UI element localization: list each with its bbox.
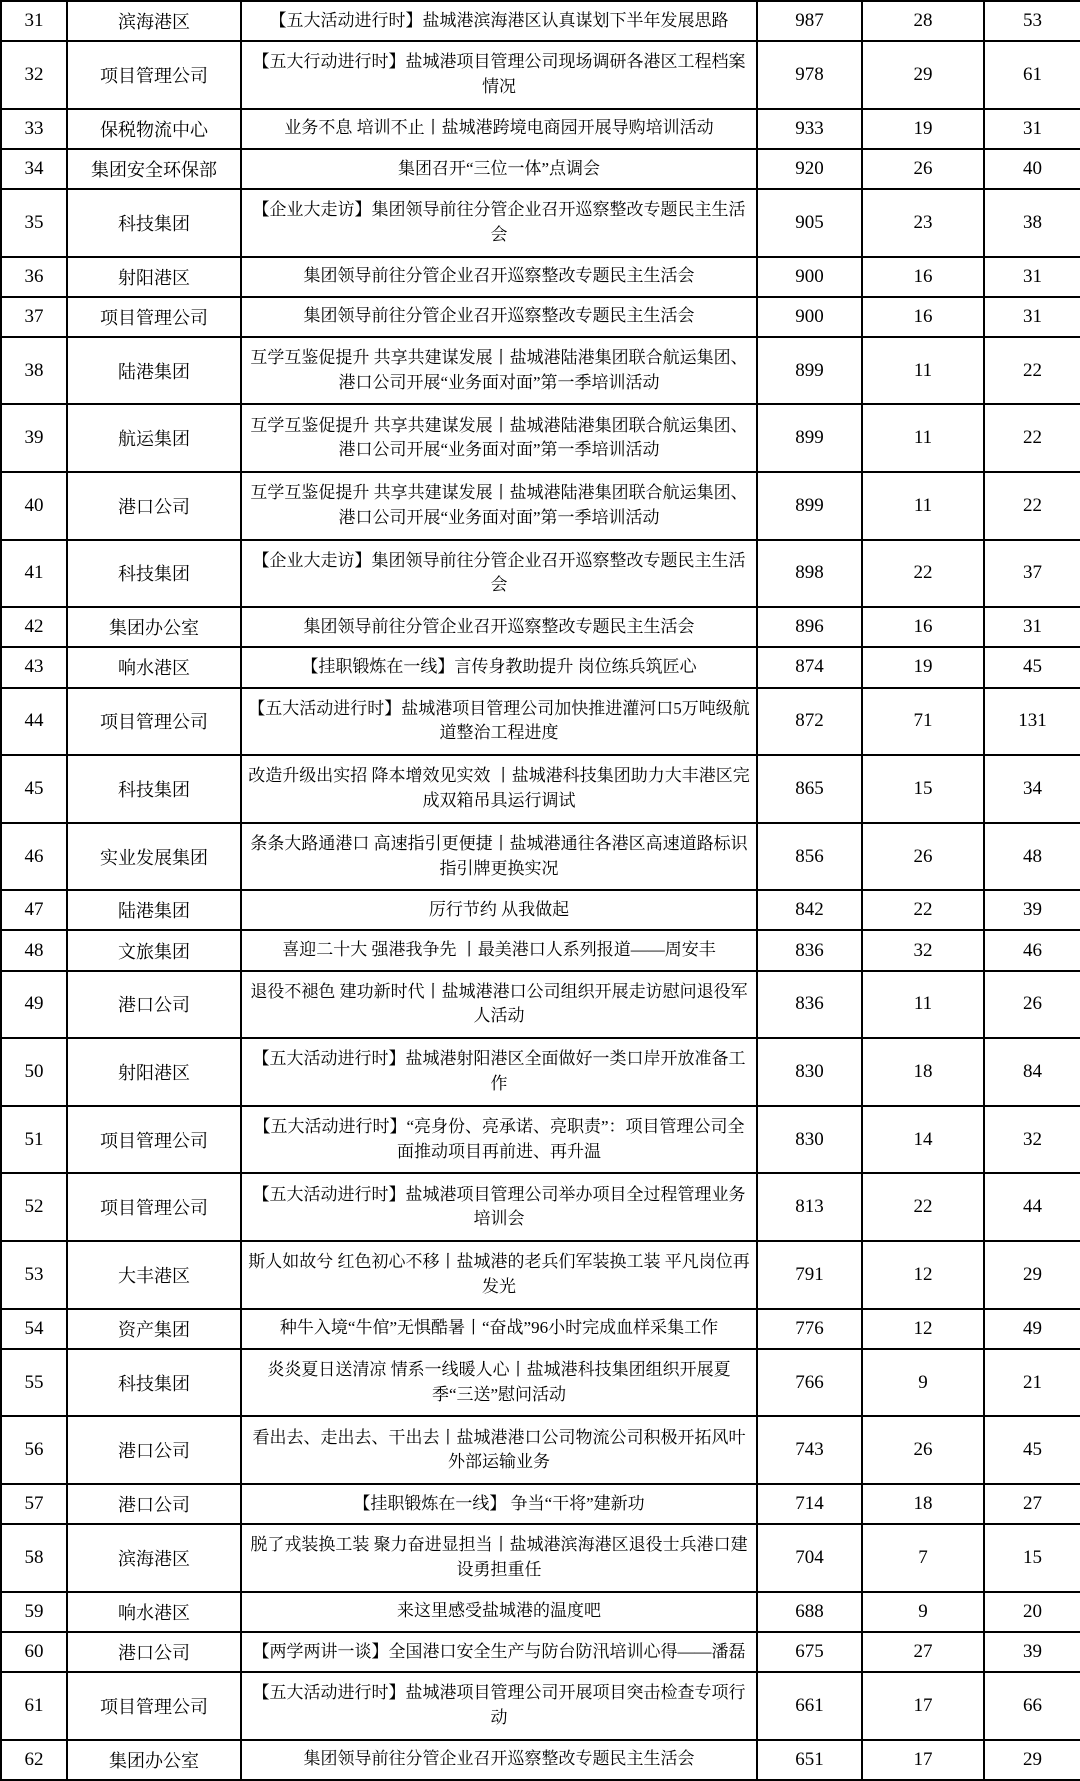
title-cell: 【挂职锻炼在一线】 争当“干将”建新功 (241, 1484, 757, 1524)
metric2-cell: 18 (862, 1484, 984, 1524)
metric2-cell: 12 (862, 1309, 984, 1349)
org-cell: 港口公司 (67, 1416, 241, 1484)
metric1-cell: 900 (757, 257, 862, 297)
org-cell: 项目管理公司 (67, 41, 241, 109)
metric3-cell: 61 (984, 41, 1080, 109)
org-cell: 航运集团 (67, 404, 241, 472)
rank-cell: 41 (1, 540, 67, 608)
metric1-cell: 899 (757, 404, 862, 472)
org-cell: 响水港区 (67, 647, 241, 687)
metric2-cell: 26 (862, 1416, 984, 1484)
title-cell: 业务不息 培训不止丨盐城港跨境电商园开展导购培训活动 (241, 109, 757, 149)
metric3-cell: 49 (984, 1309, 1080, 1349)
rank-cell: 32 (1, 41, 67, 109)
title-cell: 互学互鉴促提升 共享共建谋发展丨盐城港陆港集团联合航运集团、港口公司开展“业务面对面”第一季培训活动 (241, 472, 757, 540)
org-cell: 科技集团 (67, 755, 241, 823)
rank-cell: 34 (1, 149, 67, 189)
metric3-cell: 44 (984, 1173, 1080, 1241)
org-cell: 射阳港区 (67, 1038, 241, 1106)
title-cell: 互学互鉴促提升 共享共建谋发展丨盐城港陆港集团联合航运集团、港口公司开展“业务面对面”第一季培训活动 (241, 337, 757, 405)
metric1-cell: 987 (757, 1, 862, 41)
title-cell: 集团领导前往分管企业召开巡察整改专题民主生活会 (241, 607, 757, 647)
rank-cell: 56 (1, 1416, 67, 1484)
metric3-cell: 22 (984, 472, 1080, 540)
metric3-cell: 26 (984, 971, 1080, 1039)
table-row (1, 1740, 1080, 1780)
title-cell: 种牛入境“牛倌”无惧酷暑丨“奋战”96小时完成血样采集工作 (241, 1309, 757, 1349)
rank-cell: 33 (1, 109, 67, 149)
rank-cell: 59 (1, 1592, 67, 1632)
metric1-cell: 978 (757, 41, 862, 109)
metric1-cell: 688 (757, 1592, 862, 1632)
org-cell: 科技集团 (67, 1349, 241, 1417)
metric3-cell: 20 (984, 1592, 1080, 1632)
rank-cell: 58 (1, 1524, 67, 1592)
rank-cell: 49 (1, 971, 67, 1039)
table-row (1, 971, 1080, 1039)
metric2-cell: 12 (862, 1241, 984, 1309)
metric2-cell: 28 (862, 1, 984, 41)
title-cell: 【五大活动进行时】盐城港项目管理公司加快推进灌河口5万吨级航道整治工程进度 (241, 688, 757, 756)
metric3-cell: 45 (984, 647, 1080, 687)
metric2-cell: 16 (862, 257, 984, 297)
metric3-cell: 53 (984, 1, 1080, 41)
metric3-cell: 22 (984, 337, 1080, 405)
org-cell: 港口公司 (67, 472, 241, 540)
title-cell: 改造升级出实招 降本增效见实效 丨盐城港科技集团助力大丰港区完成双箱吊具运行调试 (241, 755, 757, 823)
metric1-cell: 899 (757, 337, 862, 405)
org-cell: 陆港集团 (67, 337, 241, 405)
rank-cell: 53 (1, 1241, 67, 1309)
metric2-cell: 22 (862, 540, 984, 608)
title-cell: 来这里感受盐城港的温度吧 (241, 1592, 757, 1632)
metric2-cell: 18 (862, 1038, 984, 1106)
org-cell: 港口公司 (67, 1632, 241, 1672)
metric3-cell: 45 (984, 1416, 1080, 1484)
metric1-cell: 651 (757, 1740, 862, 1780)
table-row (1, 257, 1080, 297)
metric3-cell: 15 (984, 1524, 1080, 1592)
table-row (1, 647, 1080, 687)
metric2-cell: 19 (862, 109, 984, 149)
metric2-cell: 26 (862, 149, 984, 189)
metric2-cell: 11 (862, 404, 984, 472)
title-cell: 集团领导前往分管企业召开巡察整改专题民主生活会 (241, 297, 757, 337)
table-row (1, 404, 1080, 472)
table-row (1, 1309, 1080, 1349)
metric1-cell: 905 (757, 189, 862, 257)
rank-cell: 31 (1, 1, 67, 41)
metric1-cell: 836 (757, 930, 862, 970)
metric2-cell: 71 (862, 688, 984, 756)
metric2-cell: 22 (862, 1173, 984, 1241)
org-cell: 科技集团 (67, 540, 241, 608)
org-cell: 陆港集团 (67, 890, 241, 930)
metric3-cell: 84 (984, 1038, 1080, 1106)
table-row (1, 607, 1080, 647)
metric3-cell: 37 (984, 540, 1080, 608)
rank-cell: 36 (1, 257, 67, 297)
org-cell: 项目管理公司 (67, 297, 241, 337)
metric2-cell: 23 (862, 189, 984, 257)
title-cell: 互学互鉴促提升 共享共建谋发展丨盐城港陆港集团联合航运集团、港口公司开展“业务面对面”第一季培训活动 (241, 404, 757, 472)
metric1-cell: 766 (757, 1349, 862, 1417)
title-cell: 看出去、走出去、干出去丨盐城港港口公司物流公司积极开拓风叶外部运输业务 (241, 1416, 757, 1484)
metric3-cell: 40 (984, 149, 1080, 189)
title-cell: 【企业大走访】集团领导前往分管企业召开巡察整改专题民主生活会 (241, 189, 757, 257)
table-row (1, 189, 1080, 257)
org-cell: 实业发展集团 (67, 823, 241, 891)
org-cell: 港口公司 (67, 1484, 241, 1524)
table-row (1, 1173, 1080, 1241)
metric2-cell: 32 (862, 930, 984, 970)
rank-cell: 38 (1, 337, 67, 405)
title-cell: 【两学两讲一谈】全国港口安全生产与防台防汛培训心得——潘磊 (241, 1632, 757, 1672)
table-row (1, 823, 1080, 891)
metric2-cell: 9 (862, 1592, 984, 1632)
rank-cell: 57 (1, 1484, 67, 1524)
title-cell: 斯人如故兮 红色初心不移丨盐城港的老兵们军装换工装 平凡岗位再发光 (241, 1241, 757, 1309)
metric3-cell: 31 (984, 257, 1080, 297)
metric1-cell: 933 (757, 109, 862, 149)
org-cell: 项目管理公司 (67, 1106, 241, 1174)
title-cell: 集团领导前往分管企业召开巡察整改专题民主生活会 (241, 1740, 757, 1780)
org-cell: 滨海港区 (67, 1524, 241, 1592)
metric2-cell: 22 (862, 890, 984, 930)
table-row (1, 1484, 1080, 1524)
title-cell: 【五大活动进行时】盐城港射阳港区全面做好一类口岸开放准备工作 (241, 1038, 757, 1106)
rank-cell: 37 (1, 297, 67, 337)
rank-cell: 48 (1, 930, 67, 970)
metric2-cell: 27 (862, 1632, 984, 1672)
rank-cell: 46 (1, 823, 67, 891)
title-cell: 【五大活动进行时】“亮身份、亮承诺、亮职责”：项目管理公司全面推动项目再前进、再升温 (241, 1106, 757, 1174)
metric2-cell: 17 (862, 1740, 984, 1780)
metric3-cell: 32 (984, 1106, 1080, 1174)
org-cell: 资产集团 (67, 1309, 241, 1349)
org-cell: 集团安全环保部 (67, 149, 241, 189)
table-row (1, 149, 1080, 189)
title-cell: 炎炎夏日送清凉 情系一线暖人心丨盐城港科技集团组织开展夏季“三送”慰问活动 (241, 1349, 757, 1417)
title-cell: 脱了戎装换工装 聚力奋进显担当丨盐城港滨海港区退役士兵港口建设勇担重任 (241, 1524, 757, 1592)
table-row (1, 1106, 1080, 1174)
metric3-cell: 27 (984, 1484, 1080, 1524)
title-cell: 【五大活动进行时】盐城港项目管理公司开展项目突击检查专项行动 (241, 1672, 757, 1740)
title-cell: 【五大行动进行时】盐城港项目管理公司现场调研各港区工程档案情况 (241, 41, 757, 109)
title-cell: 【五大活动进行时】盐城港项目管理公司举办项目全过程管理业务培训会 (241, 1173, 757, 1241)
metric1-cell: 872 (757, 688, 862, 756)
metric3-cell: 46 (984, 930, 1080, 970)
table-row (1, 1524, 1080, 1592)
rank-cell: 35 (1, 189, 67, 257)
org-cell: 项目管理公司 (67, 1173, 241, 1241)
metric2-cell: 14 (862, 1106, 984, 1174)
metric3-cell: 21 (984, 1349, 1080, 1417)
org-cell: 科技集团 (67, 189, 241, 257)
title-cell: 【企业大走访】集团领导前往分管企业召开巡察整改专题民主生活会 (241, 540, 757, 608)
title-cell: 厉行节约 从我做起 (241, 890, 757, 930)
metric1-cell: 856 (757, 823, 862, 891)
ranking-table-body (1, 1, 1080, 1780)
table-row (1, 1, 1080, 41)
metric1-cell: 865 (757, 755, 862, 823)
rank-cell: 44 (1, 688, 67, 756)
metric2-cell: 17 (862, 1672, 984, 1740)
table-row (1, 1241, 1080, 1309)
rank-cell: 54 (1, 1309, 67, 1349)
metric2-cell: 16 (862, 297, 984, 337)
metric1-cell: 661 (757, 1672, 862, 1740)
rank-cell: 45 (1, 755, 67, 823)
metric2-cell: 7 (862, 1524, 984, 1592)
title-cell: 【挂职锻炼在一线】言传身教助提升 岗位练兵筑匠心 (241, 647, 757, 687)
metric1-cell: 874 (757, 647, 862, 687)
metric1-cell: 898 (757, 540, 862, 608)
metric2-cell: 26 (862, 823, 984, 891)
metric2-cell: 29 (862, 41, 984, 109)
metric2-cell: 15 (862, 755, 984, 823)
metric3-cell: 29 (984, 1740, 1080, 1780)
title-cell: 条条大路通港口 高速指引更便捷丨盐城港通往各港区高速道路标识指引牌更换实况 (241, 823, 757, 891)
rank-cell: 60 (1, 1632, 67, 1672)
org-cell: 保税物流中心 (67, 109, 241, 149)
table-row (1, 755, 1080, 823)
rank-cell: 47 (1, 890, 67, 930)
org-cell: 射阳港区 (67, 257, 241, 297)
org-cell: 项目管理公司 (67, 1672, 241, 1740)
rank-cell: 52 (1, 1173, 67, 1241)
table-row (1, 890, 1080, 930)
metric3-cell: 39 (984, 890, 1080, 930)
title-cell: 喜迎二十大 强港我争先 丨最美港口人系列报道——周安丰 (241, 930, 757, 970)
rank-cell: 55 (1, 1349, 67, 1417)
org-cell: 响水港区 (67, 1592, 241, 1632)
table-row (1, 540, 1080, 608)
title-cell: 集团召开“三位一体”点调会 (241, 149, 757, 189)
table-row (1, 337, 1080, 405)
title-cell: 集团领导前往分管企业召开巡察整改专题民主生活会 (241, 257, 757, 297)
metric3-cell: 22 (984, 404, 1080, 472)
metric2-cell: 16 (862, 607, 984, 647)
table-row (1, 472, 1080, 540)
org-cell: 项目管理公司 (67, 688, 241, 756)
metric2-cell: 9 (862, 1349, 984, 1417)
metric3-cell: 34 (984, 755, 1080, 823)
metric2-cell: 19 (862, 647, 984, 687)
rank-cell: 61 (1, 1672, 67, 1740)
metric2-cell: 11 (862, 971, 984, 1039)
rank-cell: 39 (1, 404, 67, 472)
org-cell: 集团办公室 (67, 1740, 241, 1780)
table-row (1, 1038, 1080, 1106)
table-row (1, 1592, 1080, 1632)
metric1-cell: 899 (757, 472, 862, 540)
table-row (1, 1672, 1080, 1740)
metric2-cell: 11 (862, 472, 984, 540)
title-cell: 退役不褪色 建功新时代丨盐城港港口公司组织开展走访慰问退役军人活动 (241, 971, 757, 1039)
metric2-cell: 11 (862, 337, 984, 405)
metric3-cell: 39 (984, 1632, 1080, 1672)
rank-cell: 43 (1, 647, 67, 687)
org-cell: 集团办公室 (67, 607, 241, 647)
metric1-cell: 830 (757, 1106, 862, 1174)
metric1-cell: 791 (757, 1241, 862, 1309)
metric1-cell: 920 (757, 149, 862, 189)
table-row (1, 688, 1080, 756)
table-row (1, 297, 1080, 337)
rank-cell: 62 (1, 1740, 67, 1780)
metric3-cell: 38 (984, 189, 1080, 257)
metric3-cell: 131 (984, 688, 1080, 756)
table-row (1, 109, 1080, 149)
rank-cell: 42 (1, 607, 67, 647)
org-cell: 滨海港区 (67, 1, 241, 41)
metric1-cell: 813 (757, 1173, 862, 1241)
metric1-cell: 776 (757, 1309, 862, 1349)
table-row (1, 41, 1080, 109)
rank-cell: 50 (1, 1038, 67, 1106)
title-cell: 【五大活动进行时】盐城港滨海港区认真谋划下半年发展思路 (241, 1, 757, 41)
metric1-cell: 704 (757, 1524, 862, 1592)
table-row (1, 930, 1080, 970)
metric3-cell: 31 (984, 297, 1080, 337)
metric1-cell: 675 (757, 1632, 862, 1672)
org-cell: 港口公司 (67, 971, 241, 1039)
metric1-cell: 830 (757, 1038, 862, 1106)
rank-cell: 40 (1, 472, 67, 540)
metric3-cell: 31 (984, 607, 1080, 647)
metric1-cell: 896 (757, 607, 862, 647)
table-row (1, 1632, 1080, 1672)
metric1-cell: 842 (757, 890, 862, 930)
metric1-cell: 714 (757, 1484, 862, 1524)
metric1-cell: 900 (757, 297, 862, 337)
table-row (1, 1416, 1080, 1484)
org-cell: 大丰港区 (67, 1241, 241, 1309)
metric3-cell: 29 (984, 1241, 1080, 1309)
rank-cell: 51 (1, 1106, 67, 1174)
org-cell: 文旅集团 (67, 930, 241, 970)
metric3-cell: 31 (984, 109, 1080, 149)
metric3-cell: 66 (984, 1672, 1080, 1740)
metric1-cell: 836 (757, 971, 862, 1039)
metric1-cell: 743 (757, 1416, 862, 1484)
metric3-cell: 48 (984, 823, 1080, 891)
table-row (1, 1349, 1080, 1417)
